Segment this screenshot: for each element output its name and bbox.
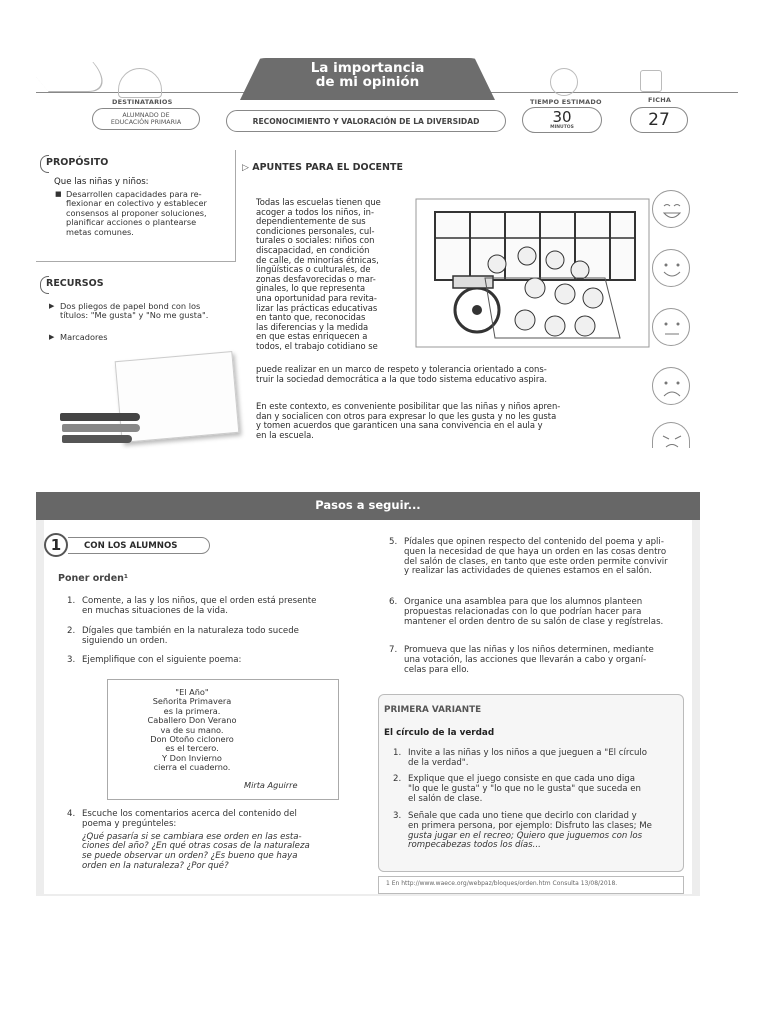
list-item: 6. Organice una asamblea para que los alumnos planteen propuestas relacionadas con lo que podrían hacer para mantener el orden dentro de su salón de clase y regístrelas. xyxy=(389,597,664,627)
poner-orden-heading: Poner orden¹ xyxy=(58,573,129,584)
marker-icon xyxy=(62,424,140,432)
document-icon xyxy=(640,70,662,92)
smiling-face-icon xyxy=(652,249,690,287)
recursos-heading: RECURSOS xyxy=(40,278,104,289)
header-rule-left-curve xyxy=(23,62,118,92)
sad-face-icon xyxy=(652,367,690,405)
people-group-icon xyxy=(118,68,162,98)
list-item: 3. Señale que cada uno tiene que decirlo con claridad y en primera persona, por ejemplo: Disfruto las clases; Me gusta jugar en el recreo; Quiero que juguemos con los rompecabezas todos los días... xyxy=(393,811,652,851)
destinatarios-label: DESTINATARIOS xyxy=(112,98,173,106)
play-arrow-icon: ▷ xyxy=(242,163,249,173)
apuntes-paragraph-1-wide: puede realizar en un marco de respeto y tolerancia orientado a cons- truir la sociedad democrática a la que todo sistema educativo aspira. xyxy=(256,364,548,384)
recursos-item-markers: ▶ Marcadores xyxy=(60,333,107,342)
proposito-heading: PROPÓSITO xyxy=(40,157,108,168)
apuntes-heading: ▷ APUNTES PARA EL DOCENTE xyxy=(242,162,403,173)
classroom-illustration xyxy=(415,198,650,348)
list-item: 1. Comente, a las y los niños, que el orden está presente en muchas situaciones de la vida. xyxy=(67,596,317,616)
step-number-badge: 1 xyxy=(44,533,68,557)
variante-subheading: El círculo de la verdad xyxy=(384,728,495,738)
tiempo-label: TIEMPO ESTIMADO xyxy=(530,98,602,106)
list-item: 4. Escuche los comentarios acerca del contenido del poema y pregúnteles: ¿Qué pasaría si se cambiara ese orden en las esta- ciones del año? ¿En qué otras cosas de la naturaleza se puede observar un orden? ¿Es bueno que haya orden en la naturaleza? ¿Por qué? xyxy=(67,809,310,871)
stopwatch-icon xyxy=(550,68,578,96)
proposito-bullet: ■ Desarrollen capacidades para re- flexionar en colectivo y establecer consensos al proponer soluciones, planificar acciones o plantearse metas comunes. xyxy=(66,190,230,237)
list-item: 2. Explique que el juego consiste en que cada uno diga "lo que le gusta" y "lo que no le gusta" que suceda en el salón de clase. xyxy=(393,774,642,804)
step-label: CON LOS ALUMNOS xyxy=(68,537,210,554)
apuntes-paragraph-1: Todas las escuelas tienen que acoger a todos los niños, in- dependientemente de sus condiciones personales, cul- turales o sociales: niños con discapacidad, en condición de calle, de minorías étnicas, lingüísticas o culturales, de zonas desfavorecidas o mar- ginales, lo que representa una oportunidad para revita- lizar las prácticas educativas en tanto que, reconocidas las diferencias y la medida en que estas enriquecen a todos, el trabajo cotidiano se xyxy=(256,197,381,351)
poem-text: "El Año" Señorita Primavera es la primera. Caballero Don Verano va de su mano. Don Otoño ciclonero es el tercero. Y Don Invierno cierra el cuaderno. xyxy=(147,687,237,773)
laughing-face-icon xyxy=(652,190,690,228)
page-title: La importancia de mi opinión xyxy=(310,60,425,90)
variante-heading: PRIMERA VARIANTE xyxy=(384,705,482,715)
list-item: 2. Dígales que también en la naturaleza todo sucede siguiendo un orden. xyxy=(67,626,299,646)
pasos-title: Pasos a seguir... xyxy=(315,498,421,512)
ficha-value: 27 xyxy=(630,107,688,133)
marker-icon xyxy=(62,435,132,443)
list-item: 3. Ejemplifique con el siguiente poema: xyxy=(67,655,242,665)
marker-icon xyxy=(60,413,140,421)
proposito-intro: Que las niñas y niños: xyxy=(54,177,149,187)
list-item: 1. Invite a las niñas y los niños a que jueguen a "El círculo de la verdad". xyxy=(393,748,648,768)
ficha-label: FICHA xyxy=(648,96,672,104)
list-item: 5. Pídales que opinen respecto del contenido del poema y apli- quen la necesidad de que haya un orden en las cosas dentro del salón de clases, en tanto que este orden permite convivir y realizar las actividades de quienes estamos en el salón. xyxy=(389,537,668,577)
angry-face-icon xyxy=(652,422,690,448)
tiempo-value: 30 MINUTOS xyxy=(522,107,602,133)
list-item: 7. Promueva que las niñas y los niños determinen, mediante una votación, las acciones que llevarán a cabo y organí- celas para ello. xyxy=(389,645,654,675)
recursos-item-paper: ▶ Dos pliegos de papel bond con los títulos: "Me gusta" y "No me gusta". xyxy=(60,302,230,321)
destinatarios-value: ALUMNADO DE EDUCACIÓN PRIMARIA xyxy=(92,108,200,130)
footnote: 1 En http://www.waece.org/webpaz/bloques/orden.htm Consulta 13/08/2018. xyxy=(386,880,618,887)
neutral-face-icon xyxy=(652,308,690,346)
theme-value: RECONOCIMIENTO Y VALORACIÓN DE LA DIVERSIDAD xyxy=(226,110,506,132)
apuntes-paragraph-2: En este contexto, es conveniente posibilitar que las niñas y niños apren- dan y socialicen con otros para expresar lo que les gusta y no les gusta y tomen acuerdos que garanticen una sana convivencia en el aula y en la escuela. xyxy=(256,401,561,440)
poem-author: Mirta Aguirre xyxy=(244,780,298,790)
